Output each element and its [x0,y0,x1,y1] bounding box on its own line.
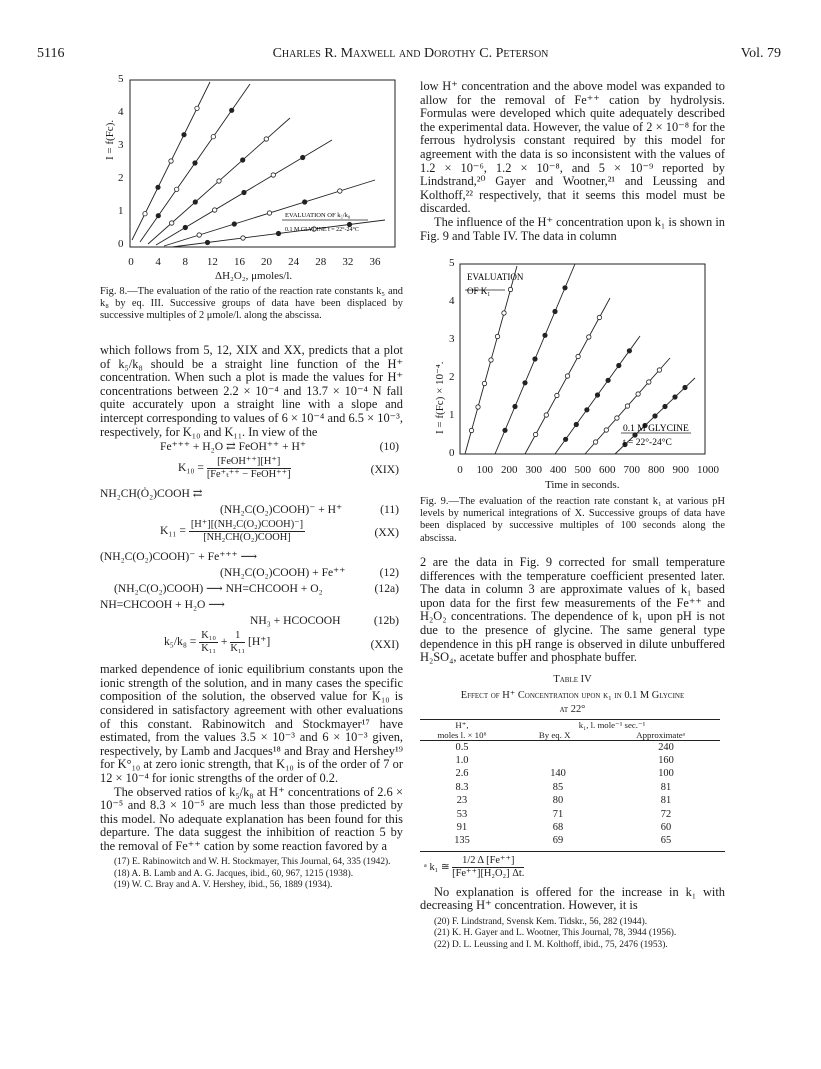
equation-12b-number: (12b) [373,614,399,628]
table-cell: 91 [456,821,468,833]
fig8-y-tick-label: 5 [118,73,124,85]
fig9-data-point [469,428,473,432]
equation-11-a: NH₂CH(Ȯ₂)COOH ⇄ [100,487,203,501]
fig9-data-point [495,334,499,338]
fig9-data-point [625,404,629,408]
fig9-x-tick-label: 800 [648,464,665,476]
footnote-19: (19) W. C. Bray and A. V. Hershey, ibid., 56, 1889 (1934). [114,880,333,891]
fig9-data-point [606,378,610,382]
eq-XX-number: (XX) [374,526,399,540]
fig9-data-point [555,393,559,397]
fig9-x-tick-label: 0 [457,464,463,476]
table-cell: 0.5 [455,741,469,753]
table-subtitle-2: at 22° [559,703,586,715]
fig9-data-point [482,381,486,385]
eq-XX-lhs: K₁₁ = [160,524,186,538]
fig9-x-tick-label: 200 [501,464,518,476]
eq-XIX-lhs: K₁₀ = [178,461,204,475]
fig9-data-point [683,385,687,389]
fig9-data-point [673,395,677,399]
left-footnotes [100,857,403,891]
fig8-y-tick-label: 2 [118,172,124,184]
right-column-bottom [420,556,725,951]
right-paragraph-4: No explanation is offered for the increase in k₁ with decreasing H⁺ concentration. However, it is [420,884,725,913]
table-cell: 85 [552,781,564,793]
figure-9-plot [425,258,725,468]
table-cell: 140 [550,768,566,780]
fig9-data-point [476,405,480,409]
fig9-data-point [636,392,640,396]
table-row [420,781,720,794]
fig9-data-point [502,311,506,315]
table-cell: 69 [552,835,564,847]
eq-XX-numerator: [H⁺][(NH₂C(O₂)COOH)⁻] [190,519,304,531]
fig9-x-tick-label: 700 [623,464,640,476]
fig8-y-tick-label: 0 [118,238,124,250]
fig8-annotation-2: 0.1 M GLYCINE t = 22°-24°C [285,227,359,233]
table-row [420,794,720,807]
eq-XIX-denominator: [Fe⁺ₜ⁺⁺ − FeOH⁺⁺] [206,469,291,481]
table-footnote [420,851,725,880]
eq-XXI-den2: K₁₁ [230,643,246,655]
fig9-data-point [615,416,619,420]
fig8-x-tick-label: 28 [315,256,327,268]
equation-XXI [100,630,403,660]
fig9-ylabel: I = f(Fc) × 10⁻⁴. [434,361,446,434]
fig9-data-point [617,363,621,367]
fig8-annotation-1: EVALUATION OF k₅/k₈ [285,212,351,219]
fig8-y-tick-label: 4 [118,106,124,118]
table-h2-top: k₁, l. mole⁻¹ sec.⁻¹ [578,719,646,730]
table-row [420,821,720,834]
table-cell: 80 [552,795,564,807]
fig9-x-tick-label: 400 [550,464,567,476]
equation-11-number: (11) [380,503,399,517]
eq-XIX-numerator: [FeOH⁺⁺][H⁺] [207,456,291,469]
fig9-y-tick-label: 1 [449,409,455,421]
volume-label: Vol. 79 [740,46,781,61]
table-h1-top: H⁺, [455,719,469,730]
table-cell [504,754,612,767]
fig9-data-point [576,354,580,358]
fig9-data-point [627,349,631,353]
equation-12b [100,614,403,630]
fig9-data-point [593,440,597,444]
fig9-data-point [523,381,527,385]
table-h3: Approximateᵃ [636,729,686,740]
fig9-y-ticks [0,0,460,470]
fig9-x-tick-label: 1000 [697,464,719,476]
fig9-data-point [663,404,667,408]
fig9-annotation-top-1: EVALUATION [467,272,524,282]
fig9-data-point [489,358,493,362]
eq-XXI-den1: K₁₁ [201,643,216,655]
fig9-data-point [565,374,569,378]
fig9-y-tick-label: 5 [449,257,455,269]
footnote-21: (21) K. H. Gayer and L. Wootner, This Journal, 78, 3944 (1956). [434,928,677,939]
fig9-data-point [544,413,548,417]
table-cell: 240 [658,741,674,753]
fig9-data-point [543,333,547,337]
equation-12a [100,582,403,598]
fig9-data-point [513,404,517,408]
table-iv [420,719,720,848]
fig9-data-point [503,428,507,432]
right-column-top [420,80,725,243]
table-cell: 60 [660,821,672,833]
right-paragraph-1: low H⁺ concentration and the above model was expanded to allow for the removal of Fe⁺⁺ cation by hydrolysis. Formulas were developed which quite adequately described the experimental data. However, the value of 2 × 10⁻⁸ for the ferrous hydrolysis constant required by this model for agreement with the data is so inconsistent with the values of 1.2 × 10⁻⁶, 1.2 × 10⁻⁸, and 5 × 10⁻⁹ reported by Lindstrand,²⁰ Gayer and Wootner,²¹ and Leussing and Kolthoff,²² respectively, that it seems this model must be discarded. [420,79,725,216]
left-paragraph-1: which follows from 5, 12, XIX and XX, predicts that a plot of k₅/k₈ should be a straight line function of the H⁺ concentration. When such a plot is made the values for H⁺ concentrations between 2.2 × 10⁻⁴ and 13.7 × 10⁻⁴ N fall quite accurately upon a straight line with a slope and intercept corresponding to values of 6 × 10⁻⁴ and 6.5 × 10⁻³, respectively, for K₁₀ and K₁₁. In view of the [100,343,403,439]
eq-XXI-lhs: k₅/k₈ = [164,635,197,649]
fig9-caption: Fig. 9.—The evaluation of the reaction rate constant k₁ at various pH levels by numerical integrations of X. Successive groups of data have been displaced by successive multiples of 100 seconds along the abscissa. [420,496,725,544]
eq-XX-denominator: [NH₂CH(Ȯ₂)COOH] [203,532,291,544]
fig9-data-point [597,315,601,319]
table-h1-bottom: moles l. × 10⁶ [437,729,487,740]
table-h2: By eq. X [538,729,571,740]
fig9-data-point [657,368,661,372]
fig8-x-tick-label: 8 [182,256,188,268]
fig8-x-tick-label: 4 [155,256,161,268]
eq-XXI-num2: 1 [230,630,245,643]
fig8-y-tick-label: 1 [118,205,124,217]
fig9-data-point [553,309,557,313]
table-cell: 81 [660,781,672,793]
fig8-ylabel: I = f(Fc). [104,119,116,160]
fig9-data-point [563,286,567,290]
equation-10-number: (10) [379,440,399,454]
fig9-data-point [647,380,651,384]
equation-11-body: (NH₂C(O₂)COOH)⁻ + H⁺ [220,503,343,517]
equation-12-body: (NH₂C(O₂)COOH) + Fe⁺⁺ [220,566,346,580]
table-cell: 135 [454,835,470,847]
equation-12b-body: NH₃ + HCOCOOH [250,614,341,628]
page-number: 5116 [37,46,65,61]
equation-12-a: (NH₂C(O₂)COOH)⁻ + Fe⁺⁺⁺ ⟶ [100,550,258,564]
fig9-data-point [563,437,567,441]
fig9-x-tick-label: 900 [672,464,689,476]
left-paragraph-3: The observed ratios of k₅/k₈ at H⁺ concentrations of 2.6 × 10⁻⁵ and 8.3 × 10⁻⁵ are much less than those predicted by this model. No adequate explanation has been found for this departure. The data suggest the inhibition of reaction 5 by the removal of Fe⁺⁺ cation by some reaction favored by a [100,784,403,853]
eq-XXI-number: (XXI) [370,638,399,652]
table-cell: 100 [658,768,674,780]
fig8-x-tick-label: 16 [233,256,245,268]
equation-10-body: Fe⁺⁺⁺ + H₂O ⇄ FeOH⁺⁺ + H⁺ [160,440,306,454]
right-paragraph-2: The influence of the H⁺ concentration upon k₁ is shown in Fig. 9 and Table IV. The data in column [420,214,725,243]
table-foot-denominator: [Fe⁺⁺][H₂O₂] Δt. [452,867,525,879]
fig8-y-tick-label: 3 [118,139,124,151]
table-foot-numerator: 1/2 Δ [Fe⁺⁺] [452,855,524,868]
table-cell: 71 [552,808,564,820]
running-title: Charles R. Maxwell and Dorothy C. Peterson [272,46,549,61]
fig9-data-point [595,393,599,397]
table-subtitle-1: Effect of H⁺ Concentration upon k₁ in 0.1 M Glycine [460,690,685,702]
table-header-h [420,719,504,740]
fig9-x-tick-label: 300 [525,464,542,476]
fig9-annotation-top-2: OF K₁ [467,286,491,296]
table-cell [504,740,612,754]
equation-12-number: (12) [379,566,399,580]
table-cell: 65 [660,835,672,847]
fig9-data-point [533,432,537,436]
fig9-x-tick-label: 100 [476,464,493,476]
fig8-xlabel: ΔH₂O₂, μmoles/l. [215,270,293,282]
footnote-22: (22) D. L. Leussing and I. M. Kolthoff, ibid., 75, 2476 (1953). [434,939,668,950]
table-title: Table IV [553,673,592,685]
fig8-x-tick-label: 24 [288,256,300,268]
left-paragraph-2: marked dependence of ionic equilibrium constants upon the ionic strength of the solution, and in many cases the specific composition of the solution, the observed value for K₁₀ is considered in satisfactory agreement with other evaluations of this constant. Rabinowitch and Stockmayer¹⁷ have estimated, from the values 3.5 × 10⁻³ and 6 × 10⁻³ given, respectively, by Lamb and Jacques¹⁸ and Bray and Hershey¹⁹ for K°₁₀ at zero ionic strength, that K₁₀ is of the order of 7 or 12 × 10⁻⁴ for ionic strengths of the order of 0.2. [100,662,403,785]
fig9-data-point [574,422,578,426]
table-foot-lhs: ᵃ k₁ ≅ [424,861,450,873]
eq-XXI-plus: + [220,635,228,649]
fig8-x-tick-label: 0 [128,256,134,268]
equation-12 [100,566,403,582]
equation-XX [100,519,403,547]
table-cell: 81 [660,795,672,807]
table-cell: 53 [456,808,468,820]
footnote-17: (17) E. Rabinowitch and W. H. Stockmayer, This Journal, 64, 335 (1942). [114,857,391,868]
table-cell: 72 [660,808,672,820]
eq-XXI-tail: [H⁺] [248,635,271,649]
fig9-xlabel: Time in seconds. [545,479,620,491]
fig9-data-point [533,357,537,361]
table-row [420,740,720,754]
table-cell: 2.6 [455,768,469,780]
table-cell: 68 [552,821,564,833]
table-cell: 1.0 [455,754,469,766]
right-footnotes [420,917,725,951]
fig9-data-point [653,414,657,418]
equation-12a-body: (NH₂C(O₂)COOH) ⟶ NH=CHCOOH + O₂ [114,582,323,596]
fig9-y-tick-label: 4 [449,295,455,307]
fig9-y-tick-label: 3 [449,333,455,345]
table-cell: 23 [456,795,468,807]
figure-9 [425,258,725,468]
fig9-annotation-bottom-1: 0.1 M GLYCINE [623,424,689,434]
table-cell: 8.3 [455,781,469,793]
table-row [420,767,720,780]
fig8-caption: Fig. 8.—The evaluation of the ratio of the reaction rate constants k₅ and k₈ by eq. III. Successive groups of data have been displaced by successive multiples of 2 μmole/l. along the abscissa. [100,286,403,322]
fig9-data-point [585,408,589,412]
fig8-x-tick-label: 36 [369,256,381,268]
fig9-data-point [508,287,512,291]
fig9-x-tick-label: 600 [599,464,616,476]
fig8-x-tick-label: 12 [206,256,218,268]
fig9-x-tick-label: 500 [574,464,591,476]
fig8-x-tick-label: 20 [261,256,273,268]
equation-11 [100,503,403,519]
footnote-20: (20) F. Lindstrand, Svensk Kem. Tidskr., 56, 282 (1944). [434,916,648,927]
fig9-data-point [604,428,608,432]
fig9-y-tick-label: 0 [449,447,455,459]
eq-XXI-num1: K₁₀ [201,630,216,642]
table-cell: 160 [658,754,674,766]
equation-12a-number: (12a) [374,582,399,596]
table-row [420,808,720,821]
eq-XIX-number: (XIX) [370,463,399,477]
table-row [420,834,720,847]
fig8-x-tick-label: 32 [342,256,354,268]
right-paragraph-3: 2 are the data in Fig. 9 corrected for small temperature differences with the temperature coefficient presented later. The data in column 3 are approximate values of k₁ based upon data for the first few measurements of the Fe⁺⁺ and H₂O₂ concentrations. The dependence of k₁ upon pH is not due to the presence of glycine. The same general type dependence in this pH range is observed in dilute unbuffered H₂SO₄, acetate buffer and phosphate buffer. [420,555,725,665]
fig9-data-point [587,335,591,339]
equation-12b-a: NH=CHCOOH + H₂O ⟶ [100,598,225,612]
fig9-annotation-bottom-2: t = 22°-24°C [623,438,672,448]
footnote-18: (18) A. B. Lamb and A. G. Jacques, ibid., 60, 967, 1215 (1938). [114,868,354,879]
table-row [420,754,720,767]
fig9-y-tick-label: 2 [449,371,455,383]
